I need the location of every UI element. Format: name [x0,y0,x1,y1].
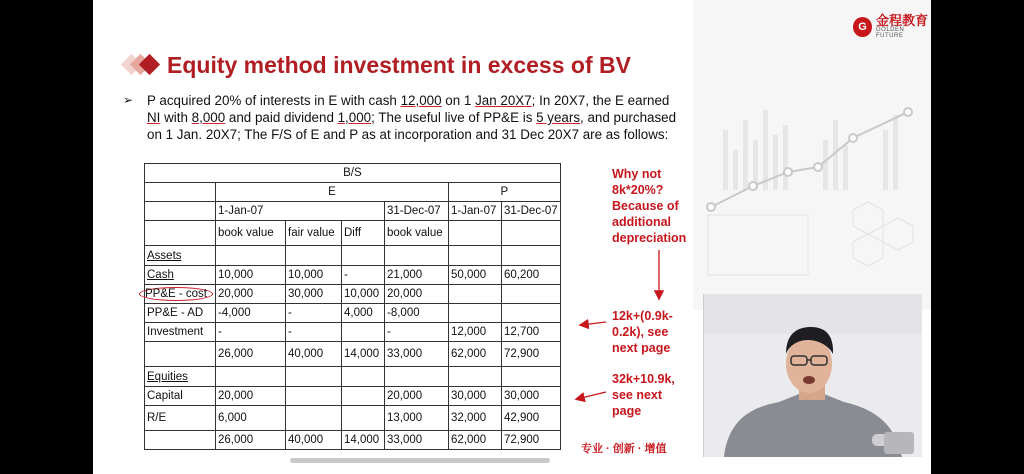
col-header: book value [385,221,449,246]
bs-header: B/S [145,164,561,183]
table-row: 26,000 40,000 14,000 33,000 62,000 72,900 [145,431,561,450]
date-header: 1-Jan-07 [216,202,385,221]
decorative-chart-background [693,0,931,310]
col-header: fair value [286,221,342,246]
scrollbar-handle[interactable] [290,458,550,463]
table-header-row [145,164,561,183]
table-header-row [145,183,561,202]
table-row: Cash 10,000 10,000 - 21,000 50,000 60,200 [145,266,561,285]
row-label: Assets [145,246,216,266]
annotation-why-not: Why not 8k*20%? Because of additional depreciation [612,167,687,245]
diamond-bullets-icon [121,50,163,80]
table-row [145,367,561,387]
presenter-webcam [703,294,922,457]
date-header: 31-Dec-07 [385,202,449,221]
problem-text: P acquired 20% of interests in E with cash 12,000 on 1 Jan 20X7; In 20X7, the E earned NI with 8,000 and paid dividend 1,000; The useful live of PP&E is 5 years, and purchased on 1 Jan. 20X7; The F/S of E and P as at incorporation and 31 Dec 20X7 are as follows: [147,93,677,142]
balance-sheet-table-wrapper [144,163,561,450]
annotation-retained-earnings: 32k+10.9k, see next page [612,372,675,418]
table-subheader-row [145,221,561,246]
table-row: Capital 20,000 20,000 30,000 30,000 [145,387,561,406]
logo-icon: G [853,17,872,37]
row-label: Investment [145,323,216,342]
circled-annotation: PP&E - cost [139,287,213,301]
col-header: book value [216,221,286,246]
row-label [145,431,216,450]
problem-statement [123,92,683,143]
entity-p-header: P [449,183,561,202]
table-row: PP&E - cost 20,000 30,000 10,000 20,000 [145,285,561,304]
row-label: Capital [145,387,216,406]
brand-logo [853,14,931,39]
slide-title-row [121,50,631,80]
row-label: Cash [145,266,216,285]
date-header: 31-Dec-07 [502,202,561,221]
row-label: Equities [145,367,216,387]
row-label: PP&E - AD [145,304,216,323]
table-row [145,246,561,266]
col-header: Diff [342,221,385,246]
annotation-investment: 12k+(0.9k-0.2k), see next page [612,309,673,355]
date-header: 1-Jan-07 [449,202,502,221]
presenter-video-icon [704,294,922,457]
table-row: R/E 6,000 13,000 32,000 42,900 [145,406,561,431]
footer-slogan: 专业 · 创新 · 增值 [581,443,667,455]
table-row: Investment - - - 12,000 12,700 [145,323,561,342]
entity-e-header: E [216,183,449,202]
logo-english-text: GOLDEN FUTURE [876,27,905,39]
row-label: R/E [145,406,216,431]
bullet-arrow-icon: ➢ [123,93,134,107]
balance-sheet-table [144,163,561,450]
table-date-row [145,202,561,221]
row-label [145,342,216,367]
row-label [145,285,216,304]
table-row: PP&E - AD -4,000 - 4,000 -8,000 [145,304,561,323]
slide-title: Equity method investment in excess of BV [167,51,631,78]
logo-chinese-text: 金程教育 [876,13,929,28]
table-row: 26,000 40,000 14,000 33,000 62,000 72,900 [145,342,561,367]
